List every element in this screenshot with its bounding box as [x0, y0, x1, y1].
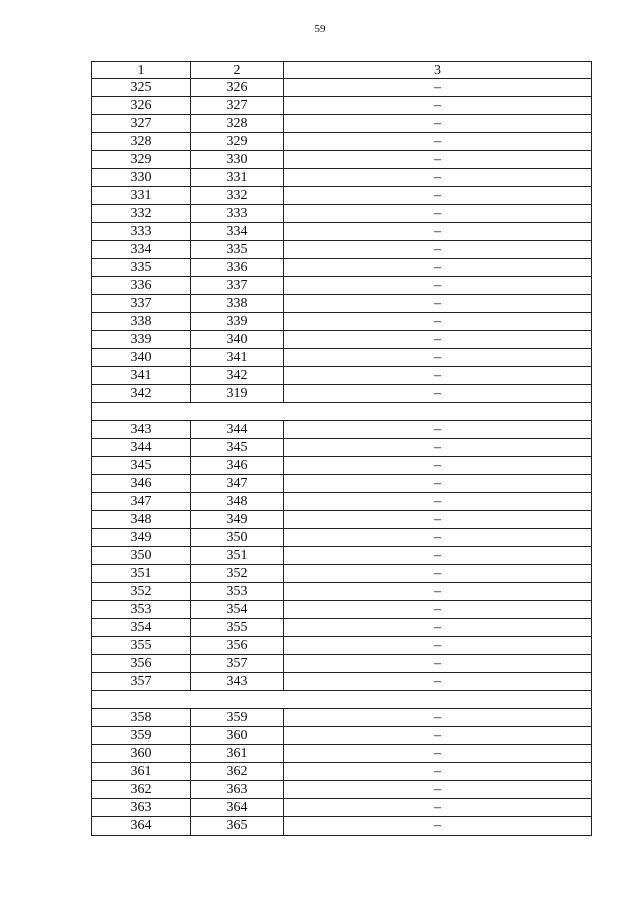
table-row — [92, 745, 591, 763]
table-cell: 344 — [92, 439, 191, 456]
table-cell: 363 — [92, 799, 191, 816]
table-cell: – — [434, 224, 441, 239]
table-row — [92, 457, 591, 475]
table-cell: 327 — [191, 97, 284, 114]
table-cell: – — [434, 134, 441, 149]
table-row — [92, 565, 591, 583]
table-row — [92, 763, 591, 781]
table-cell: – — [434, 494, 441, 509]
table-cell: 329 — [191, 133, 284, 150]
table-cell: – — [434, 296, 441, 311]
table-row — [92, 331, 591, 349]
table-cell: – — [434, 548, 441, 563]
table-row — [92, 547, 591, 565]
table-row — [92, 781, 591, 799]
table-row — [92, 79, 591, 97]
table-cell: 340 — [191, 331, 284, 348]
table-cell: 349 — [191, 511, 284, 528]
table-cell: 356 — [92, 655, 191, 672]
column-header: 3 — [434, 63, 441, 78]
table-cell: 335 — [191, 241, 284, 258]
table-cell: 350 — [191, 529, 284, 546]
table-cell: 330 — [92, 169, 191, 186]
table-cell: 362 — [92, 781, 191, 798]
table-row — [92, 655, 591, 673]
table-row — [92, 601, 591, 619]
table-cell: 341 — [92, 367, 191, 384]
table-cell: 358 — [92, 709, 191, 726]
table-row — [92, 637, 591, 655]
section-separator-row — [92, 403, 591, 421]
table-cell: 359 — [92, 727, 191, 744]
table-cell: 340 — [92, 349, 191, 366]
table-cell: 352 — [92, 583, 191, 600]
empty-cell — [92, 691, 591, 708]
table-cell: 359 — [191, 709, 284, 726]
table-cell: – — [434, 188, 441, 203]
table-cell: 364 — [191, 799, 284, 816]
table-cell: 355 — [92, 637, 191, 654]
table-cell: – — [434, 818, 441, 833]
table-row — [92, 349, 591, 367]
table-row — [92, 259, 591, 277]
table-cell: 353 — [191, 583, 284, 600]
table-cell: 360 — [92, 745, 191, 762]
table-row — [92, 583, 591, 601]
table-cell: 339 — [92, 331, 191, 348]
table-cell: 343 — [92, 421, 191, 438]
table-cell: – — [434, 422, 441, 437]
table-cell: 342 — [92, 385, 191, 402]
table-cell: 365 — [191, 817, 284, 835]
table-cell: 327 — [92, 115, 191, 132]
table-cell: 337 — [92, 295, 191, 312]
table-cell: – — [434, 458, 441, 473]
table-cell: – — [434, 440, 441, 455]
column-header: 1 — [92, 62, 191, 78]
table-cell: 354 — [92, 619, 191, 636]
table-cell: 337 — [191, 277, 284, 294]
table-cell: 352 — [191, 565, 284, 582]
table-row — [92, 709, 591, 727]
page-number: 59 — [314, 23, 326, 35]
table-cell: 319 — [191, 385, 284, 402]
table-cell: 338 — [92, 313, 191, 330]
table-row — [92, 439, 591, 457]
table-cell: 332 — [92, 205, 191, 222]
table-cell: – — [434, 152, 441, 167]
table-cell: 362 — [191, 763, 284, 780]
table-cell: – — [434, 710, 441, 725]
table-cell: 328 — [92, 133, 191, 150]
table-cell: 347 — [92, 493, 191, 510]
table-cell: 357 — [92, 673, 191, 690]
table-cell: 335 — [92, 259, 191, 276]
table-cell: – — [434, 116, 441, 131]
table-cell: 351 — [191, 547, 284, 564]
table-cell: 336 — [191, 259, 284, 276]
table-row — [92, 529, 591, 547]
table-cell: – — [434, 476, 441, 491]
table-cell: 341 — [191, 349, 284, 366]
table-row — [92, 727, 591, 745]
table-cell: 338 — [191, 295, 284, 312]
table-row — [92, 511, 591, 529]
table-cell: 364 — [92, 817, 191, 835]
table-row — [92, 223, 591, 241]
table-row — [92, 151, 591, 169]
table-row — [92, 673, 591, 691]
table-cell: – — [434, 80, 441, 95]
table-row — [92, 97, 591, 115]
table-cell: 350 — [92, 547, 191, 564]
table-row — [92, 133, 591, 151]
table-cell: 355 — [191, 619, 284, 636]
table-row — [92, 799, 591, 817]
table-cell: 345 — [191, 439, 284, 456]
table-cell: – — [434, 764, 441, 779]
table-cell: 347 — [191, 475, 284, 492]
table-cell: – — [434, 656, 441, 671]
table-cell: – — [434, 242, 441, 257]
table-cell: 331 — [92, 187, 191, 204]
table-cell: – — [434, 584, 441, 599]
table-cell: – — [434, 566, 441, 581]
table-cell: – — [434, 260, 441, 275]
table-cell: – — [434, 386, 441, 401]
table-cell: 356 — [191, 637, 284, 654]
table-cell: 363 — [191, 781, 284, 798]
table-cell: 331 — [191, 169, 284, 186]
table-cell: – — [434, 674, 441, 689]
table-row — [92, 205, 591, 223]
table-cell: 330 — [191, 151, 284, 168]
table-cell: 328 — [191, 115, 284, 132]
table-row — [92, 619, 591, 637]
table-cell: 345 — [92, 457, 191, 474]
table-cell: – — [434, 728, 441, 743]
table-cell: 361 — [92, 763, 191, 780]
table-cell: 360 — [191, 727, 284, 744]
table-cell: 354 — [191, 601, 284, 618]
table-cell: – — [434, 314, 441, 329]
column-header: 2 — [191, 62, 284, 78]
table-cell: – — [434, 638, 441, 653]
table-cell: – — [434, 800, 441, 815]
table-cell: 349 — [92, 529, 191, 546]
table-cell: 342 — [191, 367, 284, 384]
table-row — [92, 817, 591, 835]
table-cell: – — [434, 368, 441, 383]
table-cell: – — [434, 332, 441, 347]
table-row — [92, 241, 591, 259]
table-row — [92, 187, 591, 205]
table-cell: – — [434, 278, 441, 293]
table-cell: 353 — [92, 601, 191, 618]
table-cell: 339 — [191, 313, 284, 330]
table-cell: 348 — [191, 493, 284, 510]
table-row — [92, 367, 591, 385]
table-row — [92, 295, 591, 313]
table-cell: 329 — [92, 151, 191, 168]
table-cell: – — [434, 206, 441, 221]
table-cell: 346 — [92, 475, 191, 492]
table-cell: – — [434, 620, 441, 635]
empty-cell — [92, 403, 591, 420]
table-cell: 326 — [92, 97, 191, 114]
table-cell: 344 — [191, 421, 284, 438]
table-row — [92, 475, 591, 493]
table-cell: 351 — [92, 565, 191, 582]
data-table — [91, 61, 592, 836]
table-cell: 357 — [191, 655, 284, 672]
table-body — [92, 79, 591, 835]
table-cell: 326 — [191, 79, 284, 96]
table-cell: 332 — [191, 187, 284, 204]
table-row — [92, 313, 591, 331]
table-cell: – — [434, 512, 441, 527]
table-cell: – — [434, 530, 441, 545]
table-cell: 346 — [191, 457, 284, 474]
section-separator-row — [92, 691, 591, 709]
table-row — [92, 493, 591, 511]
table-cell: – — [434, 782, 441, 797]
table-cell: 334 — [191, 223, 284, 240]
table-cell: – — [434, 746, 441, 761]
table-row — [92, 385, 591, 403]
table-header-row — [92, 62, 591, 79]
table-cell: – — [434, 602, 441, 617]
table-row — [92, 115, 591, 133]
table-row — [92, 277, 591, 295]
table-cell: – — [434, 170, 441, 185]
table-row — [92, 421, 591, 439]
table-cell: – — [434, 98, 441, 113]
table-cell: 348 — [92, 511, 191, 528]
table-cell: 336 — [92, 277, 191, 294]
table-cell: 333 — [191, 205, 284, 222]
table-row — [92, 169, 591, 187]
table-cell: 334 — [92, 241, 191, 258]
table-cell: – — [434, 350, 441, 365]
table-cell: 333 — [92, 223, 191, 240]
table-cell: 361 — [191, 745, 284, 762]
table-cell: 343 — [191, 673, 284, 690]
table-cell: 325 — [92, 79, 191, 96]
